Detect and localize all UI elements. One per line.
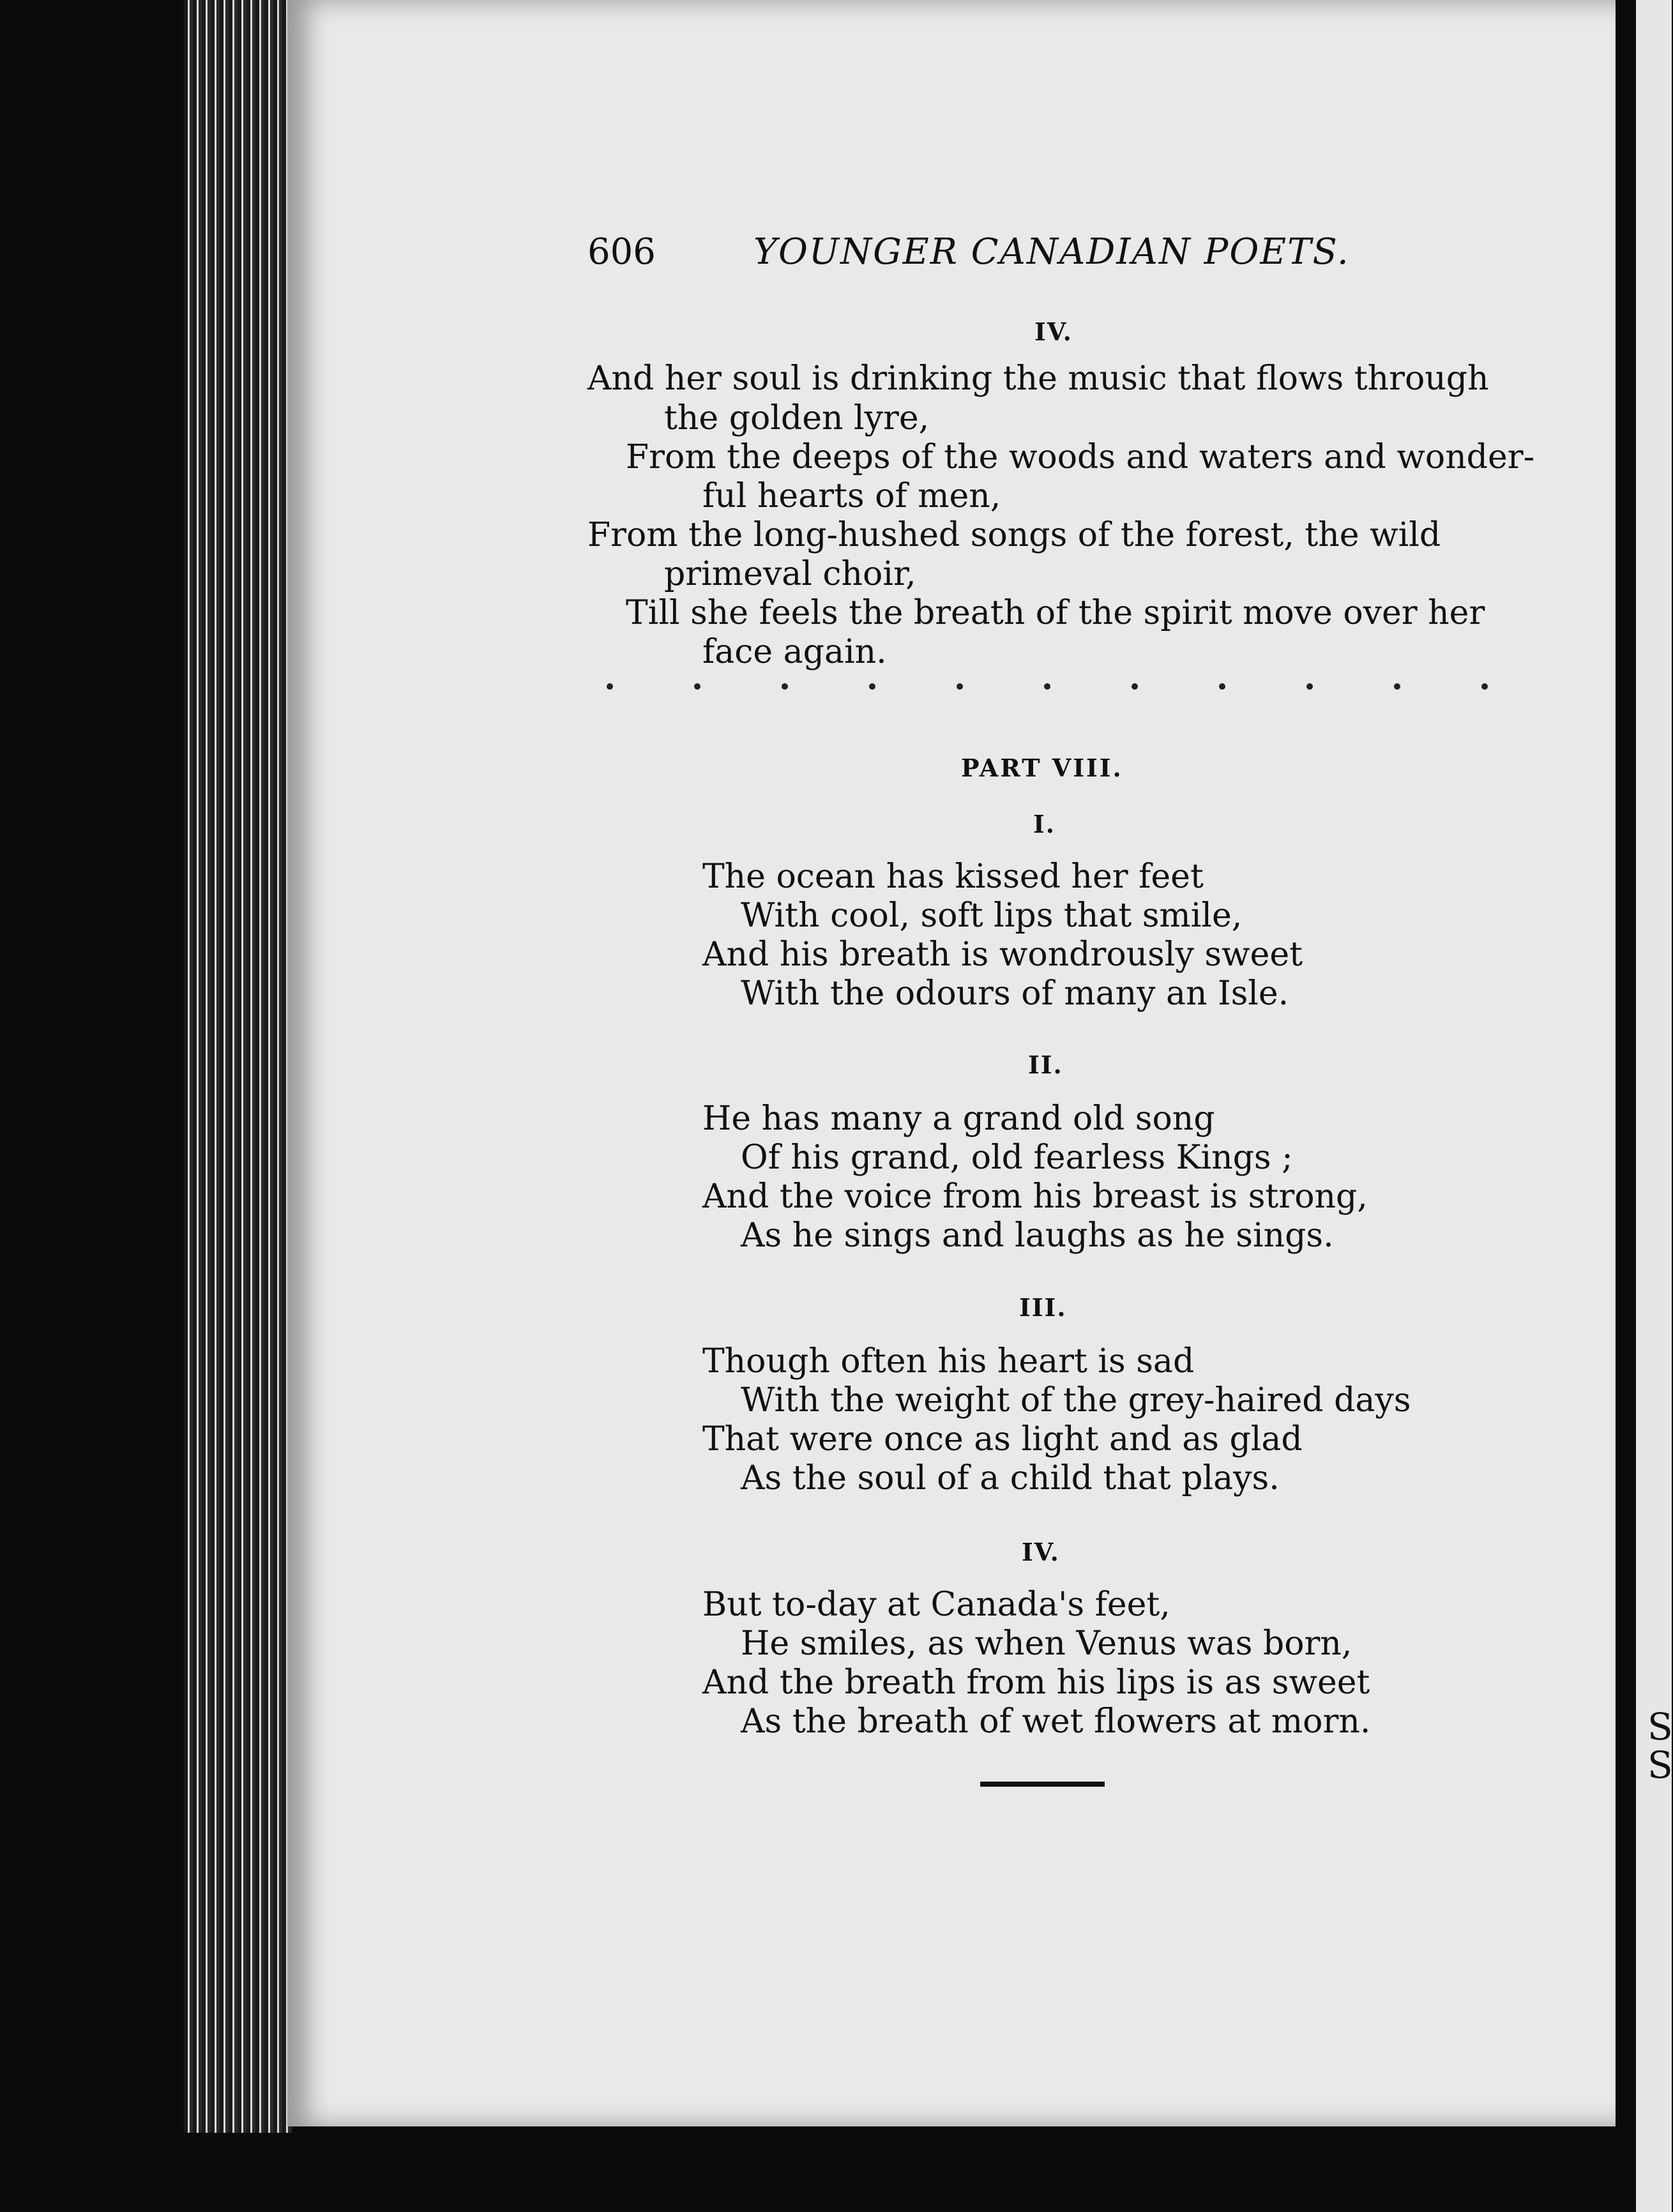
dot — [1306, 683, 1313, 690]
dot — [607, 683, 613, 690]
poem-line: With cool, soft lips that smile, — [741, 897, 1243, 935]
poem-line: The ocean has kissed her feet — [702, 858, 1204, 896]
poem-line: With the odours of many an Isle. — [741, 974, 1289, 1013]
book-page-edges — [184, 0, 292, 2133]
poem-line: ful hearts of men, — [702, 477, 1001, 515]
dot — [1132, 683, 1138, 690]
poem-line: That were once as light and as glad — [702, 1420, 1303, 1458]
section-numeral: IV. — [1034, 317, 1073, 346]
poem-line: And the breath from his lips is as sweet — [702, 1663, 1370, 1702]
poem-line: And her soul is drinking the music that flows through — [587, 360, 1489, 398]
poem-line: the golden lyre, — [664, 399, 930, 437]
dot — [1394, 683, 1400, 690]
dot — [782, 683, 788, 690]
stanza-numeral: IV. — [1022, 1538, 1060, 1566]
poem-line: face again. — [702, 633, 887, 671]
poem-line: With the weight of the grey-haired days — [741, 1381, 1411, 1420]
stanza-numeral: III. — [1019, 1293, 1067, 1322]
poem-line: As he sings and laughs as he sings. — [741, 1216, 1334, 1255]
dot — [869, 683, 875, 690]
dot — [957, 683, 963, 690]
poem-line: But to-day at Canada's feet, — [702, 1586, 1170, 1624]
book-page — [287, 0, 1616, 2126]
poem-line: He has many a grand old song — [702, 1100, 1215, 1138]
poem-line: From the long-hushed songs of the forest, the wild — [587, 516, 1441, 554]
poem-line: Of his grand, old fearless Kings ; — [741, 1139, 1293, 1177]
dot — [1044, 683, 1050, 690]
page-number: 606 — [587, 231, 656, 273]
part-heading: PART VIII. — [961, 754, 1123, 782]
stanza-numeral: I. — [1033, 810, 1056, 838]
poem-line: And his breath is wondrously sweet — [702, 936, 1303, 974]
dot — [1219, 683, 1225, 690]
poem-line: From the deeps of the woods and waters and wonder- — [626, 438, 1535, 476]
facing-page-letter: S — [1647, 1705, 1673, 1748]
dot — [694, 683, 700, 690]
running-title: YOUNGER CANADIAN POETS. — [753, 231, 1350, 273]
poem-line: As the soul of a child that plays. — [741, 1459, 1280, 1497]
facing-page-letter: S — [1647, 1743, 1673, 1787]
dot — [1481, 683, 1488, 690]
poem-line: As the breath of wet flowers at morn. — [741, 1702, 1371, 1741]
poem-line: primeval choir, — [664, 555, 916, 593]
poem-line: And the voice from his breast is strong, — [702, 1178, 1368, 1216]
poem-line: He smiles, as when Venus was born, — [741, 1625, 1352, 1663]
poem-line: Till she feels the breath of the spirit move over her — [626, 594, 1485, 632]
facing-page-edge — [1627, 0, 1672, 2212]
section-break-dots — [607, 683, 1488, 690]
stanza-numeral: II. — [1028, 1050, 1063, 1079]
poem-line: Though often his heart is sad — [702, 1342, 1195, 1381]
end-rule — [980, 1782, 1105, 1787]
